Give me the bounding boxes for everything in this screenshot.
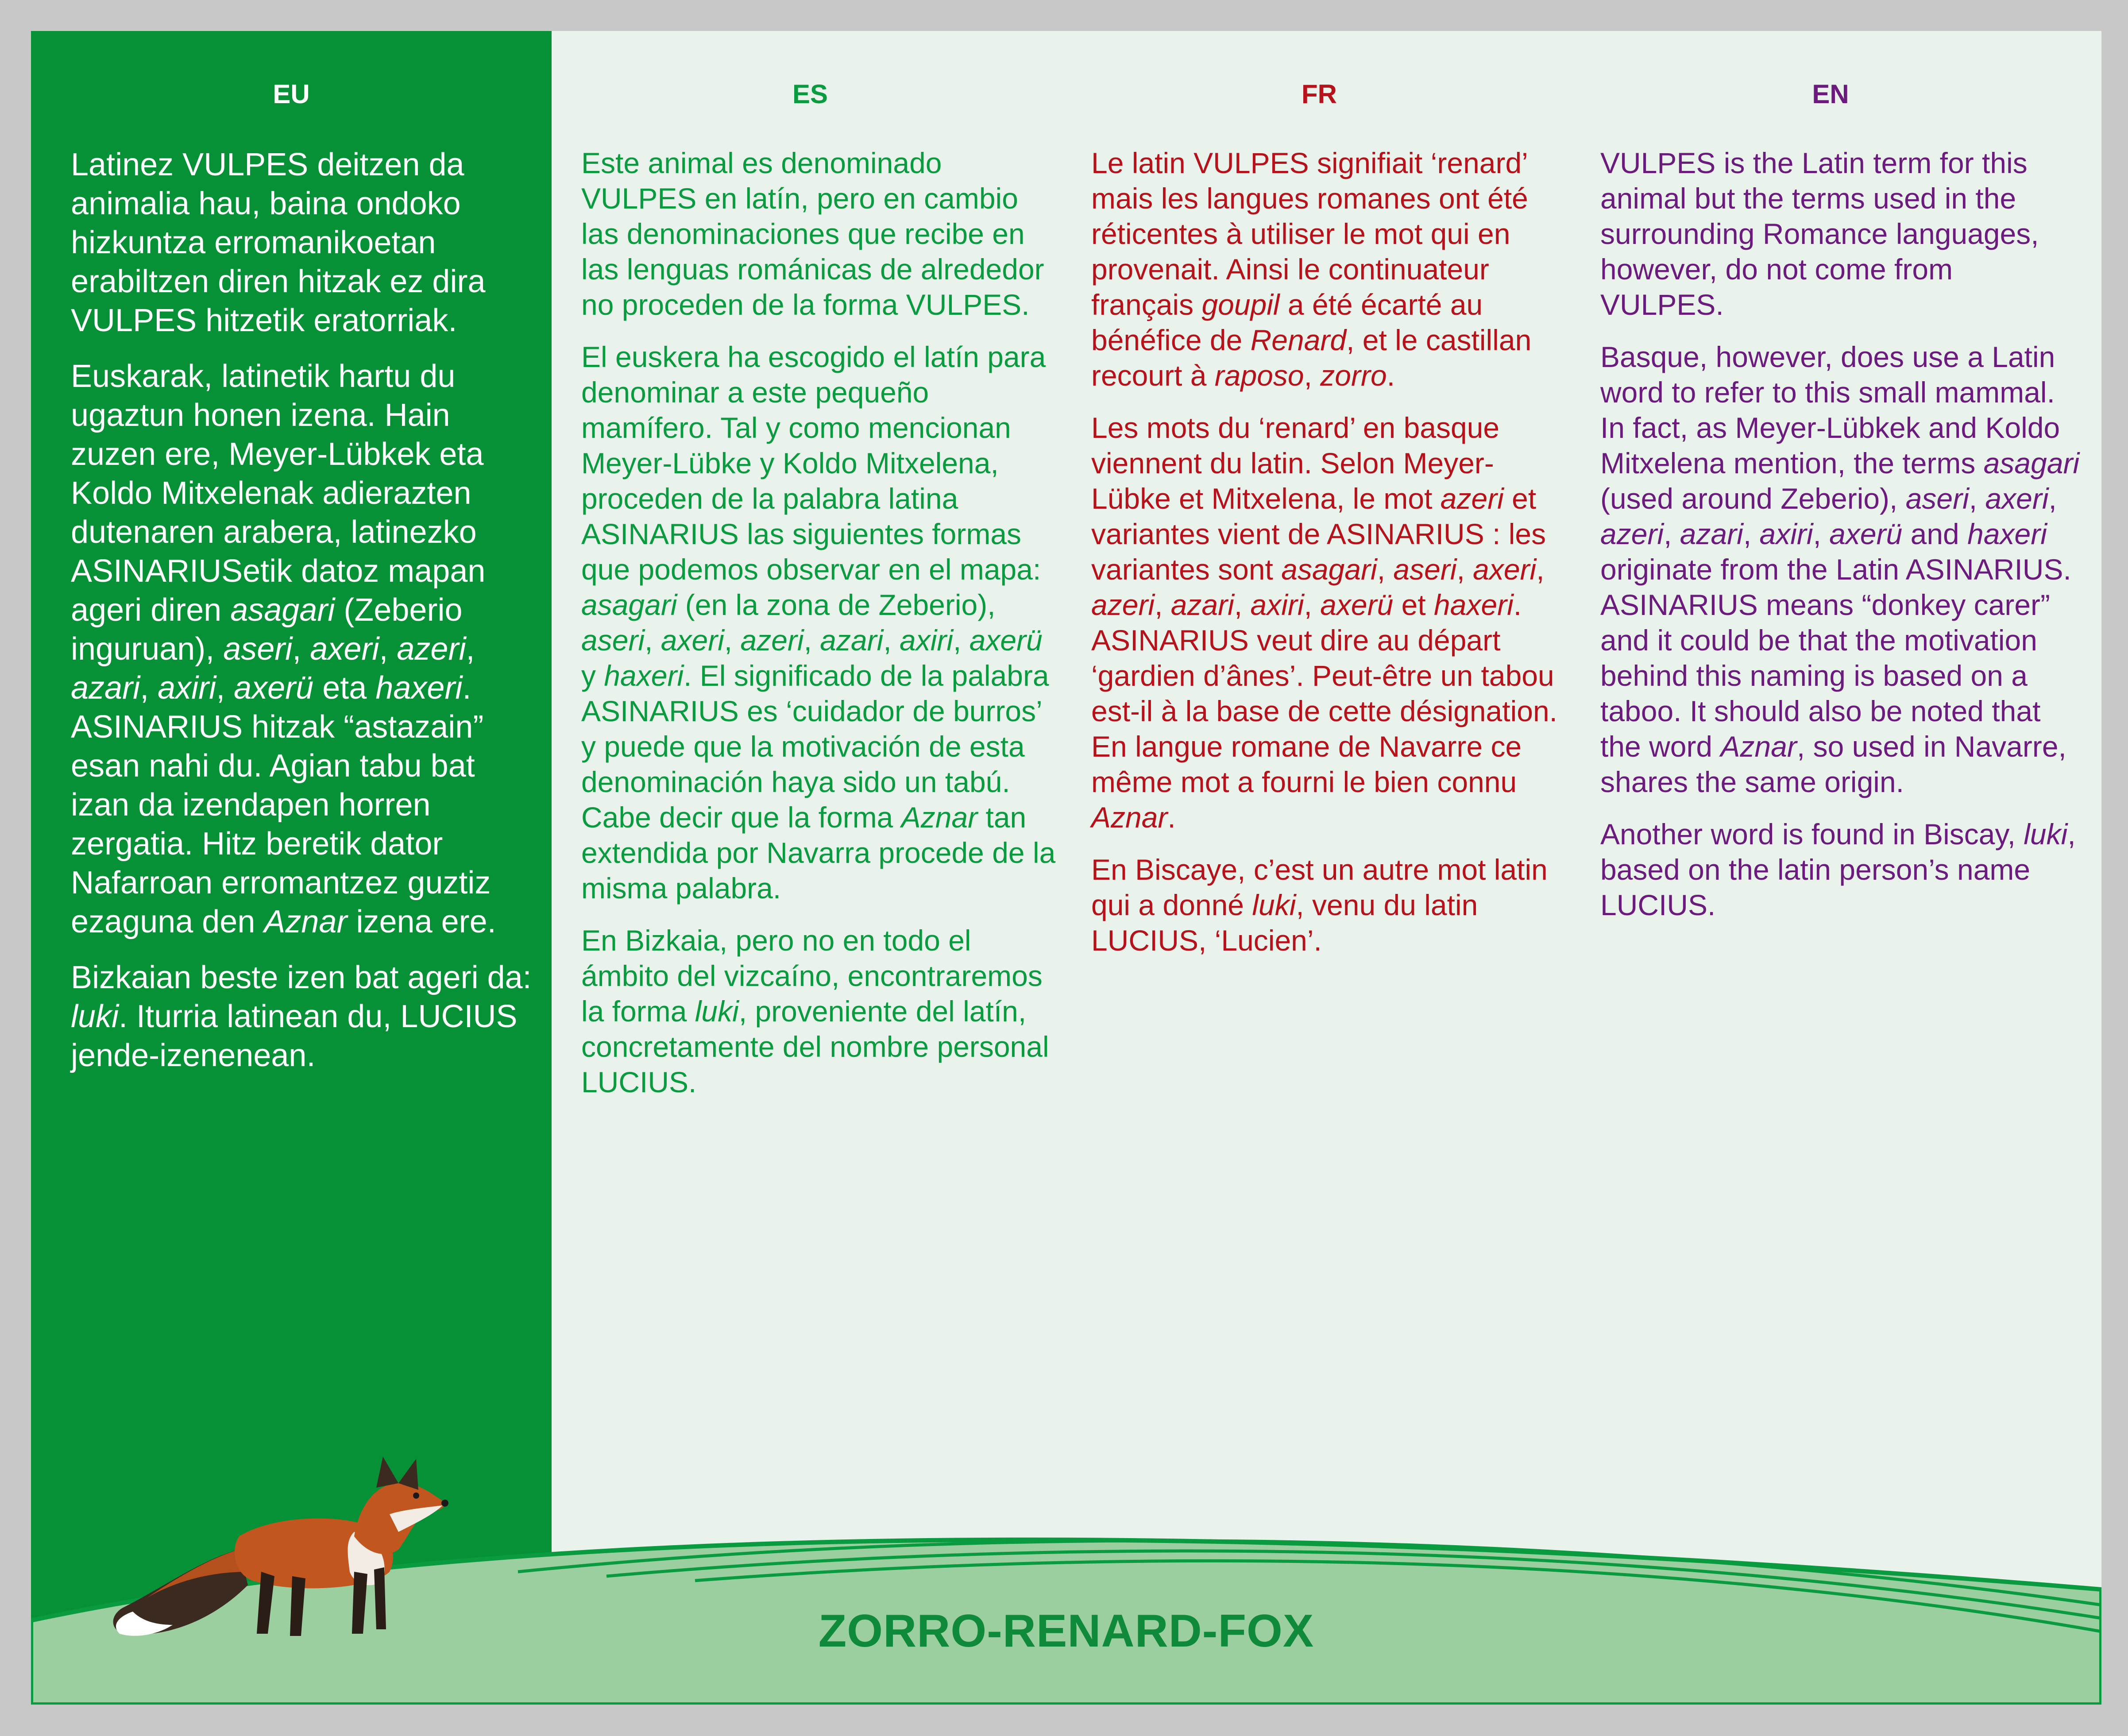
eu-paragraph-3: Bizkaian beste izen bat ageri da: luki. Iturria latinean du, LUCIUS jende-izenenean. [71,960,532,1073]
es-paragraph-1: Este animal es denominado VULPES en latín, pero en cambio las denominaciones que recibe en las lenguas románicas de alrededor no proceden de la forma VULPES. [581,147,1044,321]
fr-text [1091,145,1569,975]
content-panel [31,31,2101,1705]
en-paragraph-1: VULPES is the Latin term for this animal but the terms used in the surrounding Romance languages, however, do not come from VULPES. [1600,147,2039,321]
es-text [581,145,1059,1117]
fr-paragraph-2: Les mots du ‘renard’ en basque viennent du latin. Selon Meyer-Lübke et Mitxelena, le mot azeri et variantes vient de ASINARIUS : les variantes sont asagari, aseri, axeri, azeri, azari, axiri, axerü et haxeri. ASINARIUS veut dire au départ ‘gardien d’ânes’. Peut-être un tabou est-il à la base de cette désignation. En langue romane de Navarre ce même mot a fourni le bien connu Aznar. [1091,411,1558,834]
eu-text [71,145,536,1092]
en-text [1600,145,2083,940]
fr-paragraph-3: En Biscaye, c’est un autre mot latin qui a donné luki, venu du latin LUCIUS, ‘Lucien’. [1091,853,1548,957]
eu-paragraph-2: Euskarak, latinetik hartu du ugaztun honen izena. Hain zuzen ere, Meyer-Lübkek eta Koldo Mitxelenak adierazten dutenaren arabera, latinezko ASINARIUSetik datoz mapan ageri diren asagari (Zeberio inguruan), aseri, axeri, azeri, azari, axiri, axerü eta haxeri. ASINARIUS hitzak “astazain” esan nahi du. Agian tabu bat izan da izendapen horren zergatia. Hitz beretik dator Nafarroan erromantzez guztiz ezaguna den Aznar izena ere. [71,359,496,940]
page-title: ZORRO-RENARD-FOX [818,1605,1314,1657]
es-paragraph-2: El euskera ha escogido el latín para denominar a este pequeño mamífero. Tal y como mencionan Meyer-Lübke y Koldo Mitxelena, proceden de la palabra latina ASINARIUS las siguientes formas que podemos observar en el mapa: asagari (en la zona de Zeberio), aseri, axeri, azeri, azari, axiri, axerü y haxeri. El significado de la palabra ASINARIUS es ‘cuidador de burros’ y puede que la motivación de esta denominación haya sido un tabú. Cabe decir que la forma Aznar tan extendida por Navarra procede de la misma palabra. [581,340,1056,905]
en-heading: EN [1812,79,1849,109]
en-paragraph-2: Basque, however, does use a Latin word to refer to this small mammal. In fact, as Meyer-Lübkek and Koldo Mitxelena mention, the terms asagari (used around Zeberio), aseri, axeri, azeri, azari, axiri, axerü and haxeri originate from the Latin ASINARIUS. ASINARIUS means “donkey carer” and it could be that the motivation behind this naming is based on a taboo. It should also be noted that the word Aznar, so used in Navarre, shares the same origin. [1600,340,2080,798]
fr-heading: FR [1302,79,1337,109]
eu-heading: EU [273,79,310,109]
en-paragraph-3: Another word is found in Biscay, luki, based on the latin person’s name LUCIUS. [1600,818,2076,921]
eu-paragraph-1: Latinez VULPES deitzen da animalia hau, baina ondoko hizkuntza erromanikoetan erabiltzen diren hitzak ez dira VULPES hitzetik eratorriak. [71,147,486,338]
es-heading: ES [792,79,828,109]
fr-paragraph-1: Le latin VULPES signifiait ‘renard’ mais les langues romanes ont été réticentes à utiliser le mot qui en provenait. Ainsi le continuateur français goupil a été écarté au bénéfice de Renard, et le castillan recourt à raposo, zorro. [1091,147,1532,392]
es-paragraph-3: En Bizkaia, pero no en todo el ámbito del vizcaíno, encontraremos la forma luki, proveniente del latín, concretamente del nombre personal LUCIUS. [581,924,1049,1098]
